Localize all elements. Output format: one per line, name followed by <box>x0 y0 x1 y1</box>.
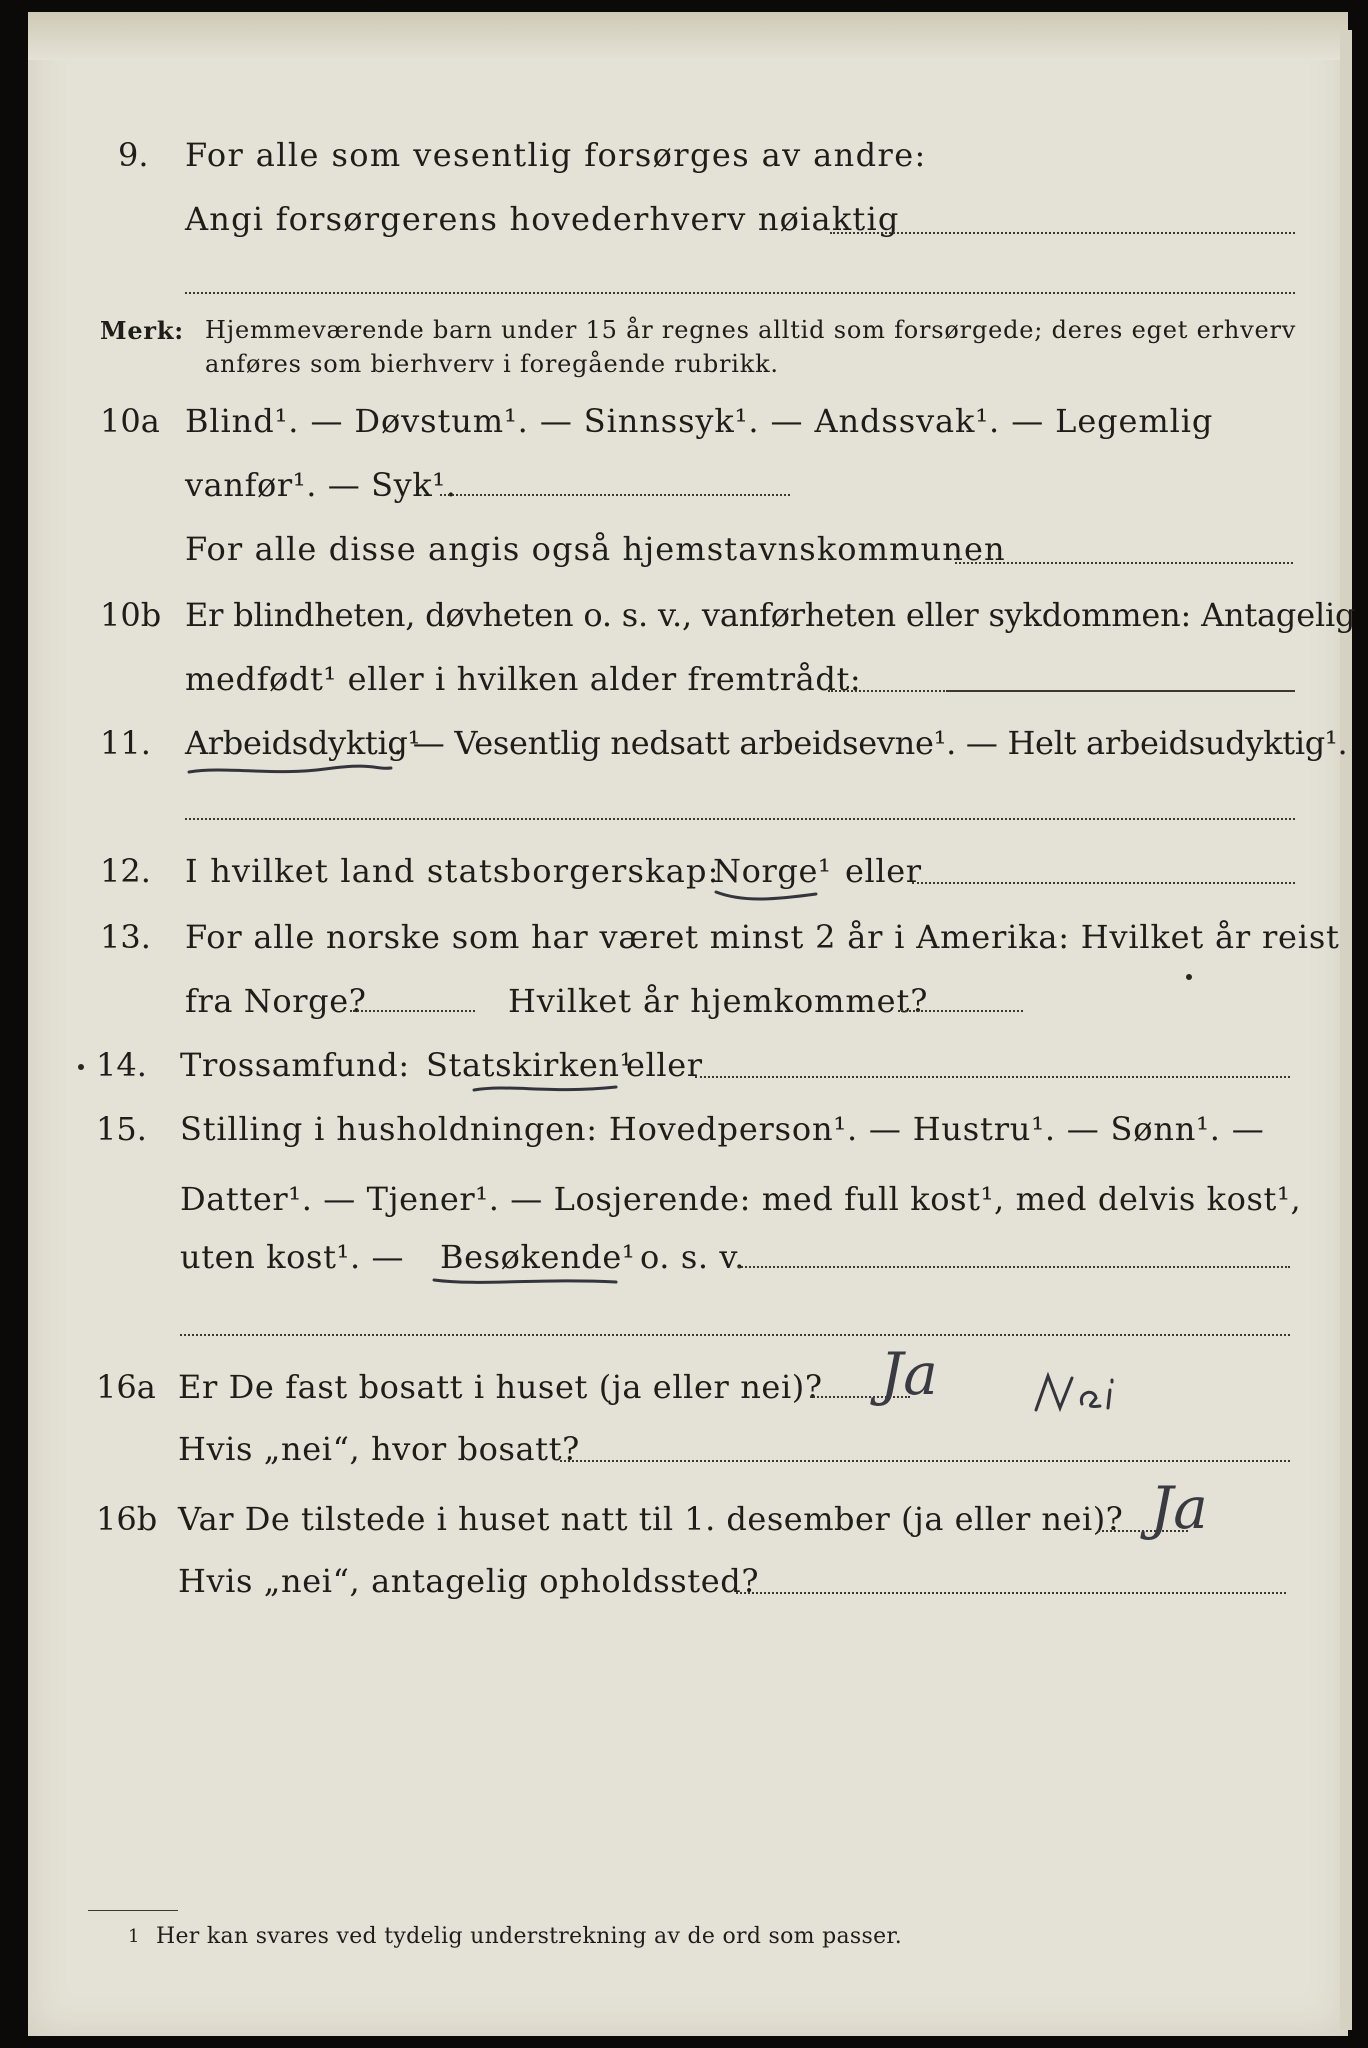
q14-suffix: eller <box>626 1046 703 1084</box>
q9-line2: Angi forsørgerens hovederhverv nøiaktig <box>185 200 900 238</box>
q13-year-returned-line <box>898 1010 1023 1012</box>
q11-answer-line <box>185 818 1295 820</box>
q13-line2a: fra Norge? <box>185 982 367 1020</box>
q16b-number: 16b <box>96 1500 158 1538</box>
q14-number: 14. <box>96 1046 147 1084</box>
q15-line3c: o. s. v. <box>640 1238 746 1276</box>
q14-prefix: Trossamfund: <box>180 1046 410 1084</box>
q15-line3a: uten kost¹. — <box>180 1238 405 1276</box>
merk-label: Merk: <box>100 316 184 345</box>
q9-line1: For alle som vesentlig forsørges av andre: <box>185 136 927 174</box>
q10b-line1: Er blindheten, døvheten o. s. v., vanførheten eller sykdommen: Antagelig <box>185 596 1356 634</box>
q16a-handwritten-nei <box>1030 1370 1130 1430</box>
q13-line2b: Hvilket år hjemkommet? <box>508 982 929 1020</box>
q16a-handwritten-answer: Ja <box>880 1340 938 1408</box>
q10a-answer-line <box>440 494 790 496</box>
q10b-answer-rule <box>948 690 1295 692</box>
q16b-handwritten-answer: Ja <box>1150 1474 1208 1542</box>
q16a-line1: Er De fast bosatt i huset (ja eller nei)? <box>178 1368 823 1406</box>
q16b-line2: Hvis „nei“, antagelig opholdssted? <box>178 1562 760 1600</box>
q9-answer-line-2 <box>185 292 1295 294</box>
bullet-dot <box>78 1064 84 1070</box>
q16a-line2: Hvis „nei“, hvor bosatt? <box>178 1430 580 1468</box>
q15-line1: Stilling i husholdningen: Hovedperson¹. — Hustru¹. — Sønn¹. — <box>180 1110 1265 1148</box>
q12-underline-mark <box>712 886 822 906</box>
q10a-line1: Blind¹. — Døvstum¹. — Sinnssyk¹. — Andssvak¹. — Legemlig <box>185 402 1214 440</box>
merk-line1: Hjemmeværende barn under 15 år regnes alltid som forsørgede; deres eget erhverv <box>205 316 1297 344</box>
q16b-location-line <box>736 1592 1286 1594</box>
q10b-number: 10b <box>100 596 162 634</box>
q14-underline-mark <box>470 1080 620 1100</box>
q11-number: 11. <box>100 724 151 762</box>
q11-underline-mark <box>185 760 395 780</box>
q15-line2: Datter¹. — Tjener¹. — Losjerende: med full kost¹, med delvis kost¹, <box>180 1180 1302 1218</box>
q13-year-left-line <box>350 1010 475 1012</box>
q13-number: 13. <box>100 918 151 956</box>
q10a-line3: For alle disse angis også hjemstavnskommunen <box>185 530 1006 568</box>
q11-option-arbeidsdyktig: Arbeidsdyktig¹ <box>185 724 421 762</box>
footnote-rule <box>88 1910 178 1911</box>
q15-number: 15. <box>96 1110 147 1148</box>
q12-suffix: eller <box>845 852 922 890</box>
q12-number: 12. <box>100 852 151 890</box>
q15-answer-line-2 <box>180 1334 1290 1336</box>
q15-option-besokende: Besøkende¹ <box>440 1238 636 1276</box>
q16a-residence-line <box>560 1460 1290 1462</box>
merk-line2: anføres som bierhverv i foregående rubrikk. <box>205 350 779 378</box>
q10b-answer-line <box>828 690 948 692</box>
q14-option-statskirken: Statskirken¹ <box>426 1046 634 1084</box>
footnote-mark: 1 <box>128 1926 141 1947</box>
q10a-line2: vanfør¹. — Syk¹. <box>185 466 457 504</box>
footnote-text: Her kan svares ved tydelig understrekning av de ord som passer. <box>156 1924 903 1949</box>
q11-other-options: . — Vesentlig nedsatt arbeidsevne¹. — Helt arbeidsudyktig¹. <box>393 724 1348 762</box>
q12-answer-line <box>912 882 1295 884</box>
page-top-fold <box>28 12 1348 60</box>
q12-prefix: I hvilket land statsborgerskap: <box>185 852 720 890</box>
page-right-edge <box>1340 30 1352 2030</box>
q16a-number: 16a <box>96 1368 156 1406</box>
q10a-hometown-line <box>955 562 1293 564</box>
ink-speck <box>1186 974 1192 980</box>
q15-underline-mark <box>430 1272 620 1292</box>
q12-option-norge: Norge¹ <box>713 852 832 890</box>
q13-line1: For alle norske som har været minst 2 år i Amerika: Hvilket år reist <box>185 918 1340 956</box>
q15-answer-line <box>738 1266 1290 1268</box>
q10a-number: 10a <box>100 402 160 440</box>
q9-answer-line <box>830 232 1295 234</box>
q16b-line1: Var De tilstede i huset natt til 1. desember (ja eller nei)? <box>178 1500 1124 1538</box>
q10b-line2: medfødt¹ eller i hvilken alder fremtrådt: <box>185 660 862 698</box>
q9-number: 9. <box>118 136 149 174</box>
q14-answer-line <box>695 1076 1290 1078</box>
